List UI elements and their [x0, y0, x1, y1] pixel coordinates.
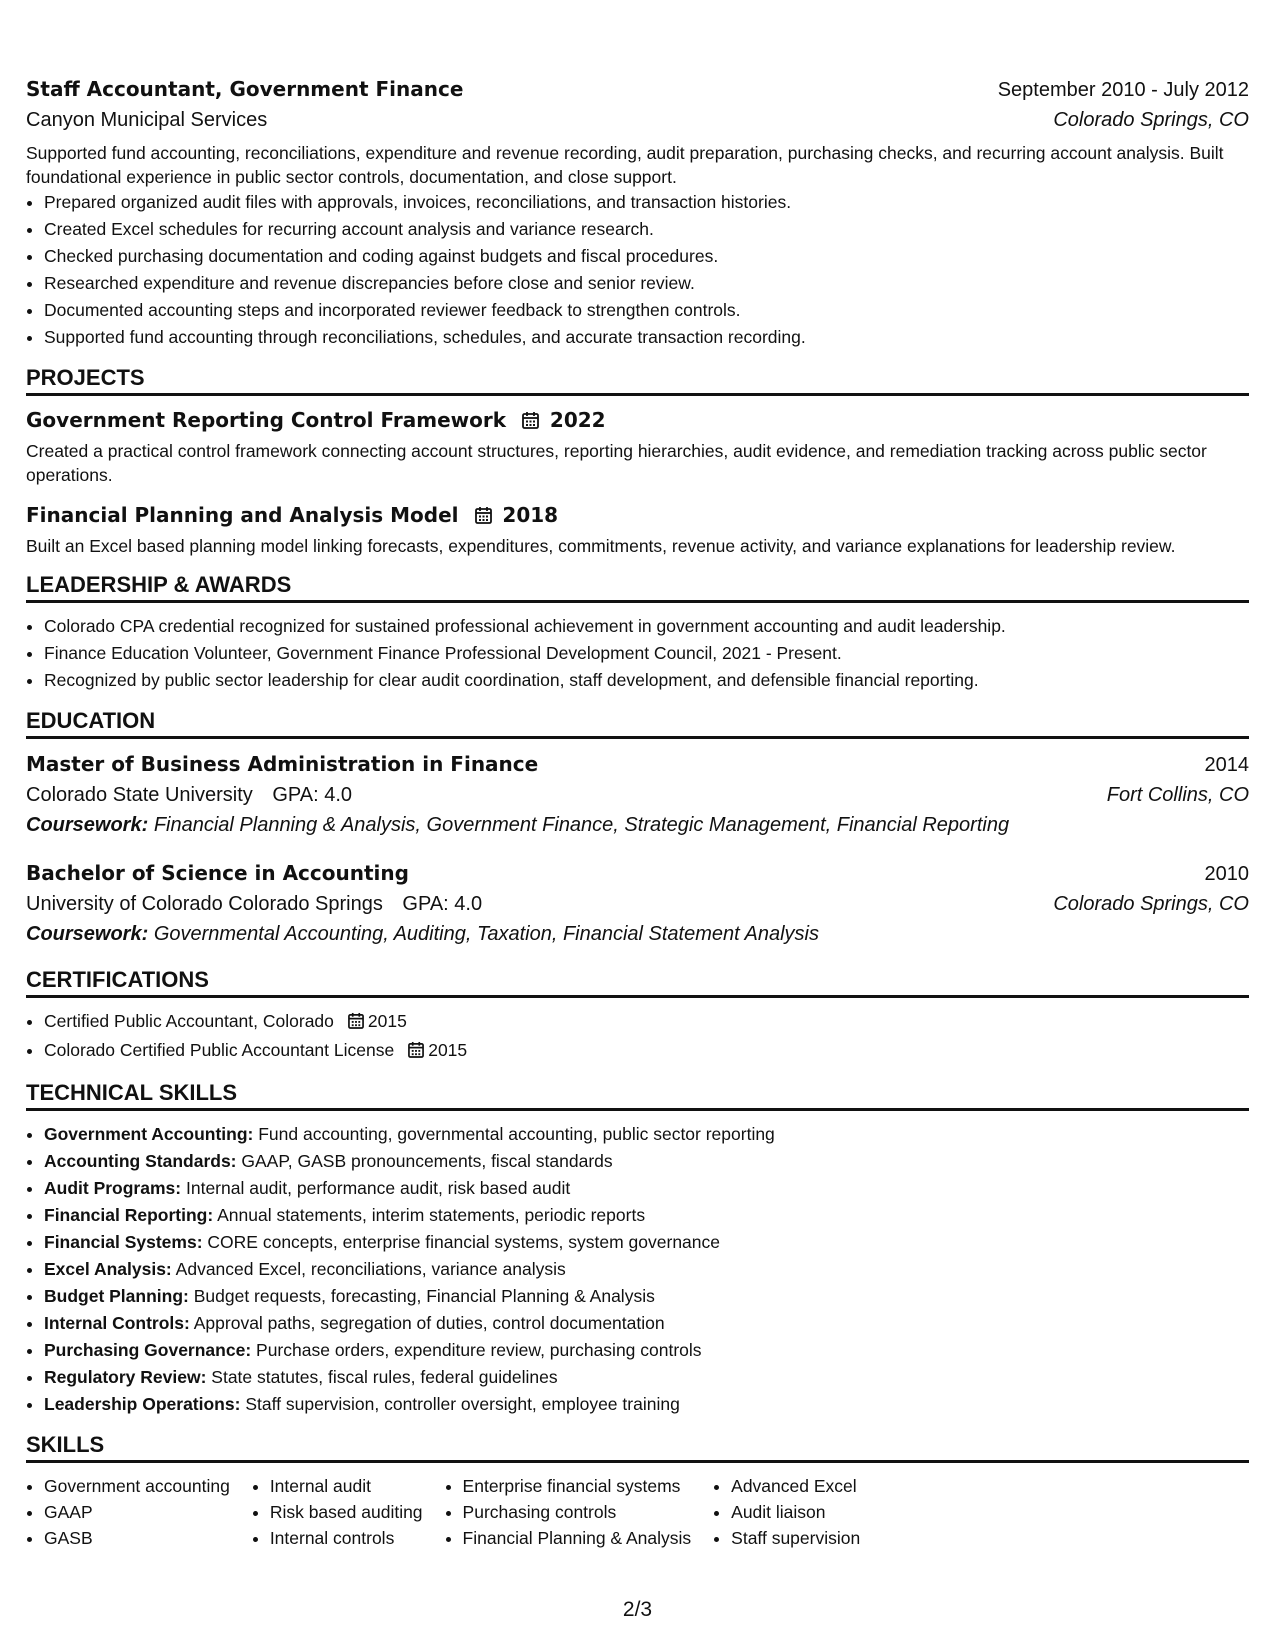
list-item: • Recognized by public sector leadership for clear audit coordination, staff development, and defensible financial reporting. — [44, 667, 1249, 694]
education-entry — [26, 749, 1249, 840]
skill-category-text: CORE concepts, enterprise financial systems, system governance — [207, 1232, 720, 1252]
section-heading-education: EDUCATION — [26, 708, 1249, 739]
education-year: 2010 — [1204, 863, 1249, 885]
list-item: • Purchasing controls — [463, 1499, 692, 1525]
coursework-text: Financial Planning & Analysis, Government Finance, Strategic Management, Financial Reporting — [153, 814, 1010, 836]
list-item: • Finance Education Volunteer, Government Finance Professional Development Council, 2021 - Present. — [44, 640, 1249, 667]
project-year: 2022 — [549, 408, 606, 432]
project-description: Built an Excel based planning model linking forecasts, expenditures, commitments, revenue activity, and variance explanations for leadership review. — [26, 536, 1176, 556]
list-item — [44, 1229, 1249, 1256]
list-item: • Checked purchasing documentation and coding against budgets and fiscal procedures. — [44, 243, 1249, 270]
job-bullets — [26, 189, 1249, 351]
certification-year: 2015 — [367, 1011, 407, 1031]
list-item: • Audit liaison — [731, 1499, 860, 1525]
page-number: 2/3 — [622, 1598, 653, 1621]
list-item: • Documented accounting steps and incorporated reviewer feedback to strengthen controls. — [44, 297, 1249, 324]
project-title: Government Reporting Control Framework — [26, 408, 507, 432]
list-item — [44, 1337, 1249, 1364]
list-item — [44, 1202, 1249, 1229]
skill-category-text: GAAP, GASB pronouncements, fiscal standards — [241, 1151, 613, 1171]
skills-column — [445, 1473, 692, 1551]
list-item — [44, 1148, 1249, 1175]
skill-category-label: Excel Analysis: — [44, 1259, 172, 1279]
list-item: • GASB — [44, 1525, 230, 1551]
list-item — [44, 1037, 1249, 1066]
skill-category-label: Internal Controls: — [44, 1313, 190, 1333]
skill-category-text: Approval paths, segregation of duties, control documentation — [193, 1313, 665, 1333]
list-item: • Internal audit — [270, 1473, 423, 1499]
list-item: • Prepared organized audit files with approvals, invoices, reconciliations, and transaction histories. — [44, 189, 1249, 216]
coursework-label: Coursework: — [26, 923, 149, 945]
education-school: University of Colorado Colorado Springs — [26, 893, 383, 915]
job-date: September 2010 - July 2012 — [997, 79, 1249, 101]
education-school: Colorado State University — [26, 784, 253, 806]
resume-page — [26, 74, 1249, 1551]
education-location: Fort Collins, CO — [1106, 784, 1249, 806]
section-heading-certifications: CERTIFICATIONS — [26, 967, 1249, 998]
skill-category-text: Advanced Excel, reconciliations, variance analysis — [175, 1259, 566, 1279]
education-entry — [26, 858, 1249, 949]
calendar-icon — [475, 506, 492, 534]
skill-category-text: Annual statements, interim statements, periodic reports — [217, 1205, 646, 1225]
list-item: • Created Excel schedules for recurring account analysis and variance research. — [44, 216, 1249, 243]
list-item: • Government accounting — [44, 1473, 230, 1499]
list-item — [44, 1364, 1249, 1391]
list-item — [44, 1256, 1249, 1283]
leadership-list — [26, 613, 1249, 694]
certifications-list — [26, 1008, 1249, 1066]
skill-category-label: Leadership Operations: — [44, 1394, 241, 1414]
list-item: • Internal controls — [270, 1525, 423, 1551]
section-heading-projects: PROJECTS — [26, 365, 1249, 396]
skill-category-label: Financial Reporting: — [44, 1205, 214, 1225]
list-item — [44, 1121, 1249, 1148]
skill-category-label: Audit Programs: — [44, 1178, 182, 1198]
list-item: • Advanced Excel — [731, 1473, 860, 1499]
calendar-icon — [522, 411, 539, 439]
section-heading-leadership: LEADERSHIP & AWARDS — [26, 572, 1249, 603]
project-entry — [26, 501, 1249, 558]
skill-category-label: Purchasing Governance: — [44, 1340, 252, 1360]
list-item — [44, 1008, 1249, 1037]
skill-category-label: Regulatory Review: — [44, 1367, 207, 1387]
list-item: • Staff supervision — [731, 1525, 860, 1551]
skill-category-text: Internal audit, performance audit, risk based audit — [185, 1178, 571, 1198]
job-company: Canyon Municipal Services — [26, 109, 268, 131]
section-heading-skills: SKILLS — [26, 1432, 1249, 1463]
education-location: Colorado Springs, CO — [1053, 893, 1249, 915]
skill-category-text: Staff supervision, controller oversight, employee training — [245, 1394, 680, 1414]
project-year: 2018 — [502, 503, 559, 527]
skills-column — [252, 1473, 423, 1551]
certification-name: Colorado Certified Public Accountant License — [44, 1040, 395, 1060]
list-item: • GAAP — [44, 1499, 230, 1525]
skill-category-label: Accounting Standards: — [44, 1151, 237, 1171]
list-item: • Enterprise financial systems — [463, 1473, 692, 1499]
list-item — [44, 1283, 1249, 1310]
job-title: Staff Accountant, Government Finance — [26, 77, 464, 101]
section-heading-technical-skills: TECHNICAL SKILLS — [26, 1080, 1249, 1111]
list-item — [44, 1310, 1249, 1337]
education-degree: Master of Business Administration in Finance — [26, 752, 539, 776]
skill-category-text: Budget requests, forecasting, Financial Planning & Analysis — [193, 1286, 655, 1306]
education-gpa: GPA: 4.0 — [402, 893, 483, 915]
skill-category-label: Government Accounting: — [44, 1124, 254, 1144]
skills-column — [713, 1473, 860, 1551]
skills-column — [26, 1473, 230, 1551]
education-year: 2014 — [1204, 754, 1249, 776]
calendar-icon — [348, 1010, 364, 1037]
skill-category-text: Purchase orders, expenditure review, purchasing controls — [256, 1340, 702, 1360]
certification-year: 2015 — [428, 1040, 468, 1060]
list-item: • Colorado CPA credential recognized for sustained professional achievement in government accounting and audit leadership. — [44, 613, 1249, 640]
job-summary: Supported fund accounting, reconciliations, expenditure and revenue recording, audit preparation, purchasing checks, and recurring account analysis. Built foundational experience in public sector controls, documentation, and close support. — [26, 143, 1224, 187]
list-item: • Supported fund accounting through reconciliations, schedules, and accurate transaction recording. — [44, 324, 1249, 351]
list-item: • Risk based auditing — [270, 1499, 423, 1525]
education-gpa: GPA: 4.0 — [272, 784, 353, 806]
technical-skills-list — [26, 1121, 1249, 1418]
certification-name: Certified Public Accountant, Colorado — [44, 1011, 334, 1031]
skills-grid — [26, 1473, 1249, 1551]
skill-category-text: State statutes, fiscal rules, federal guidelines — [211, 1367, 558, 1387]
project-entry — [26, 406, 1249, 487]
job-entry — [26, 74, 1249, 351]
skill-category-label: Budget Planning: — [44, 1286, 189, 1306]
project-description: Created a practical control framework connecting account structures, reporting hierarchies, audit evidence, and remediation tracking across public sector operations. — [26, 441, 1207, 485]
list-item — [44, 1175, 1249, 1202]
skill-category-label: Financial Systems: — [44, 1232, 203, 1252]
education-degree: Bachelor of Science in Accounting — [26, 861, 409, 885]
coursework-text: Governmental Accounting, Auditing, Taxation, Financial Statement Analysis — [153, 923, 819, 945]
list-item: • Financial Planning & Analysis — [463, 1525, 692, 1551]
calendar-icon — [408, 1039, 424, 1066]
project-title: Financial Planning and Analysis Model — [26, 503, 459, 527]
job-location: Colorado Springs, CO — [1053, 109, 1249, 131]
list-item: • Researched expenditure and revenue discrepancies before close and senior review. — [44, 270, 1249, 297]
list-item — [44, 1391, 1249, 1418]
coursework-label: Coursework: — [26, 814, 149, 836]
skill-category-text: Fund accounting, governmental accounting, public sector reporting — [258, 1124, 775, 1144]
